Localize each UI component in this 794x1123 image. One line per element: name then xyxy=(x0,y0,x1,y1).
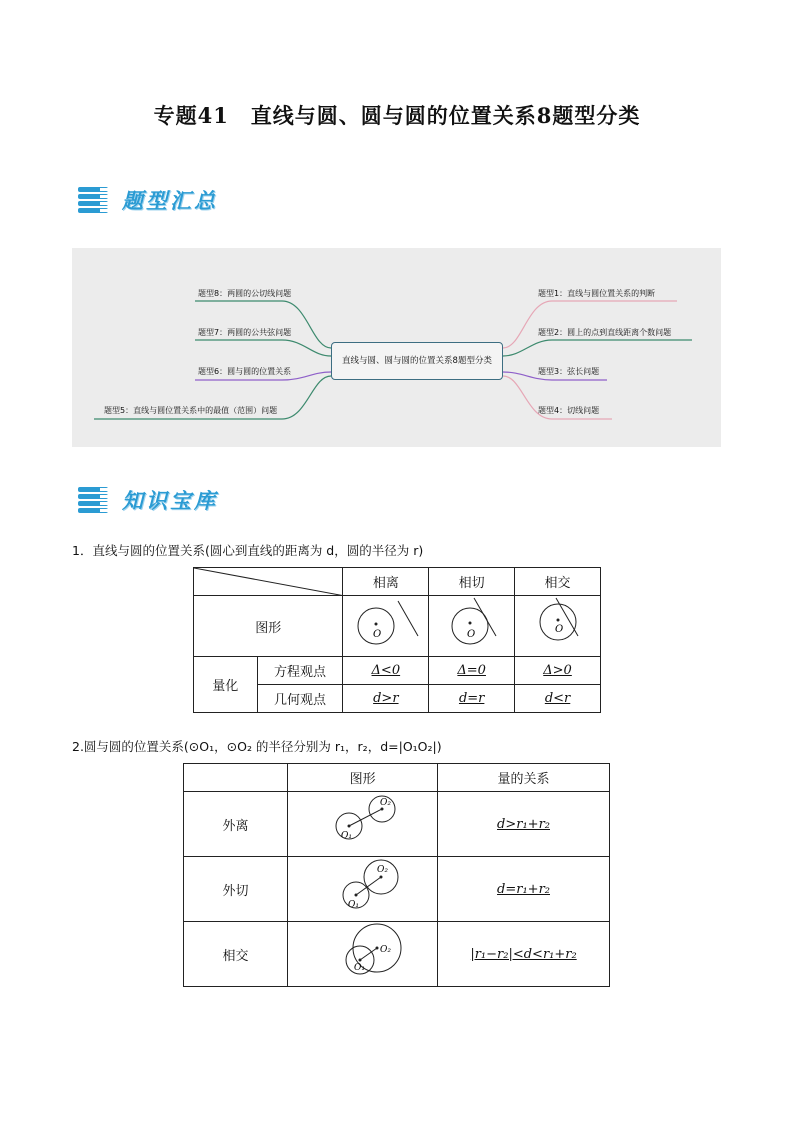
svg-text:O₂: O₂ xyxy=(379,798,391,808)
eq-intersect: Δ>0 xyxy=(515,657,601,685)
figure-tangent-circles xyxy=(288,857,438,922)
col-header-tangent: 相切 xyxy=(429,568,515,596)
branch-t7 xyxy=(195,340,331,356)
svg-text:O₁: O₁ xyxy=(353,963,365,973)
col-header-separate: 相离 xyxy=(343,568,429,596)
svg-text:O₂: O₂ xyxy=(376,865,388,875)
mindmap-item-t4: 题型4：切线问题 xyxy=(538,406,600,415)
mindmap-item-t5: 题型5：直线与圆位置关系中的最值（范围）问题 xyxy=(104,406,278,415)
figure-external xyxy=(288,792,438,857)
col-header-figure: 图形 xyxy=(288,764,438,792)
point1-heading: 1．直线与圆的位置关系(圆心到直线的距离为 d，圆的半径为 r) xyxy=(72,543,424,558)
svg-text:O₁: O₁ xyxy=(340,831,352,841)
section-header-knowledge xyxy=(76,480,218,520)
books-icon xyxy=(76,483,114,517)
section-label-knowledge: 知识宝库 xyxy=(122,489,218,513)
mindmap-item-t6: 题型6：圆与圆的位置关系 xyxy=(198,367,292,376)
mindmap xyxy=(72,248,721,447)
mindmap-item-t1: 题型1：直线与圆位置关系的判断 xyxy=(538,289,656,298)
mindmap-center-node: 直线与圆、圆与圆的位置关系8题型分类 xyxy=(331,342,503,380)
diagonal-header-cell xyxy=(194,568,343,596)
row-label-quant: 量化 xyxy=(194,657,258,713)
row-label-intersect: 相交 xyxy=(184,922,288,987)
svg-text:O₂: O₂ xyxy=(379,945,391,955)
geo-separate: d>r xyxy=(343,685,429,713)
branch-t8 xyxy=(195,301,331,348)
page-title: 专题41 直线与圆、圆与圆的位置关系8题型分类 xyxy=(153,103,641,128)
row-label-tangent: 外切 xyxy=(184,857,288,922)
line-circle-table xyxy=(193,567,601,713)
mindmap-item-t8: 题型8：两圆的公切线问题 xyxy=(198,289,292,298)
eq-separate: Δ<0 xyxy=(343,657,429,685)
center-label-o: O xyxy=(554,624,563,635)
mindmap-item-t7: 题型7：两圆的公共弦问题 xyxy=(198,328,292,337)
section-header-summary xyxy=(76,180,218,220)
eq-tangent: Δ=0 xyxy=(429,657,515,685)
row-label-external: 外离 xyxy=(184,792,288,857)
relation-intersect: |r₁−r₂|<d<r₁+r₂ xyxy=(438,922,610,987)
figure-intersect-circles xyxy=(288,922,438,987)
figure-tangent xyxy=(429,596,515,657)
diagonal-line xyxy=(194,568,345,596)
center-label-o: O xyxy=(466,629,475,640)
figure-separate xyxy=(343,596,429,657)
sub-label-eq: 方程观点 xyxy=(257,657,343,685)
col-header-relation: 量的关系 xyxy=(438,764,610,792)
branch-t1 xyxy=(503,301,677,348)
row-label-figure: 图形 xyxy=(194,596,343,657)
relation-external: d>r₁+r₂ xyxy=(438,792,610,857)
relation-tangent: d=r₁+r₂ xyxy=(438,857,610,922)
svg-text:O₁: O₁ xyxy=(347,900,359,910)
books-icon xyxy=(76,183,114,217)
circle-circle-table xyxy=(183,763,610,987)
section-label-summary: 题型汇总 xyxy=(122,189,218,213)
empty-header-cell xyxy=(184,764,288,792)
point2-heading: 2.圆与圆的位置关系(⊙O₁，⊙O₂ 的半径分别为 r₁，r₂，d=|O₁O₂|) xyxy=(72,739,442,754)
mindmap-item-t2: 题型2：圆上的点到直线距离个数问题 xyxy=(538,328,672,337)
mindmap-item-t3: 题型3：弦长问题 xyxy=(538,367,600,376)
geo-intersect: d<r xyxy=(515,685,601,713)
col-header-intersect: 相交 xyxy=(515,568,601,596)
sub-label-geo: 几何观点 xyxy=(257,685,343,713)
center-label-o: O xyxy=(372,629,382,640)
figure-intersect xyxy=(515,596,601,657)
geo-tangent: d=r xyxy=(429,685,515,713)
branch-t2 xyxy=(503,340,692,356)
